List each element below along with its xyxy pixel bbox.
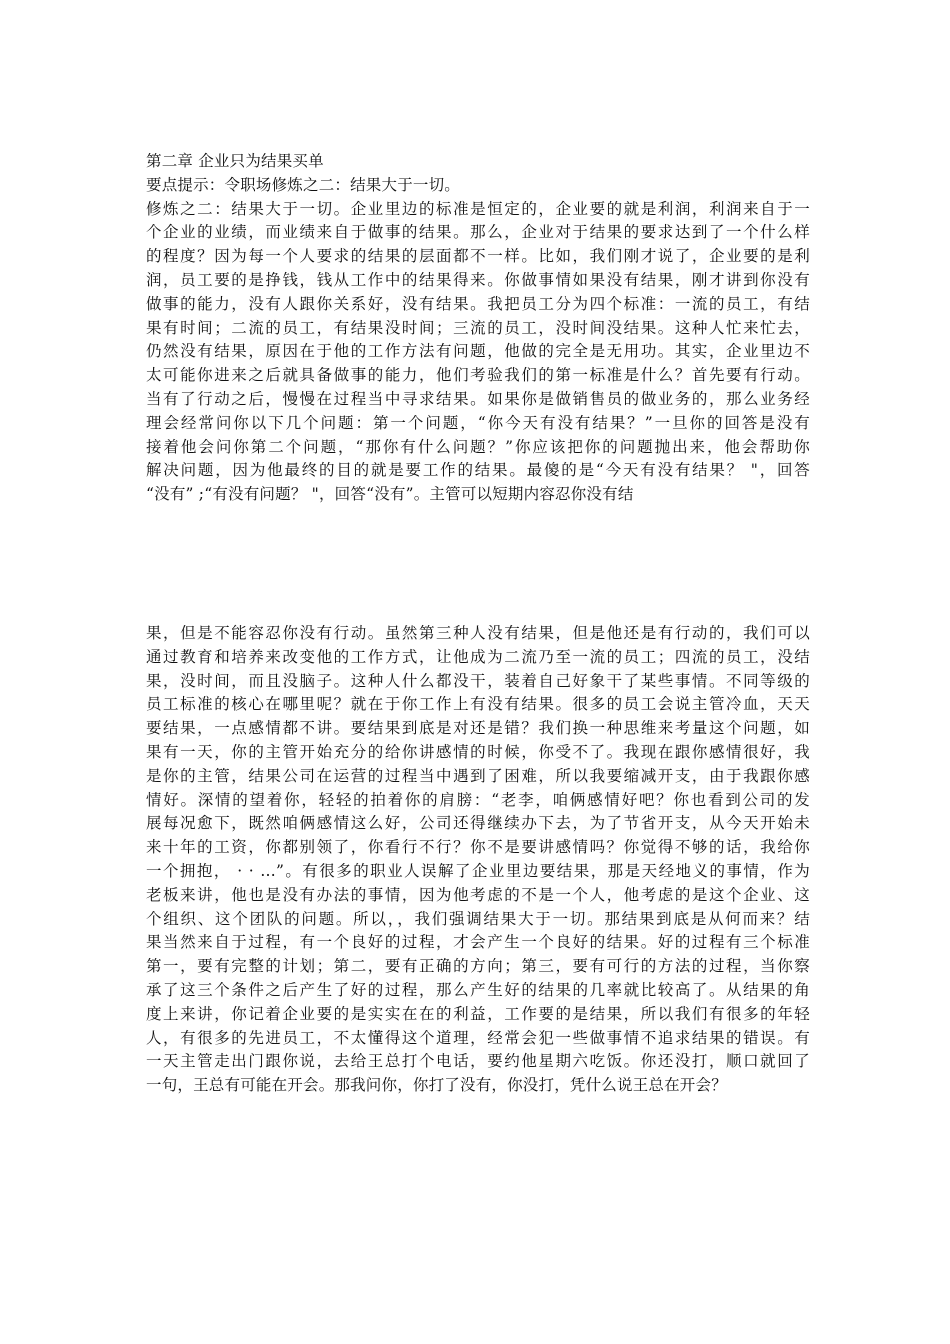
text-line: 度上来讲，你记着企业要的是实实在在的利益，工作要的是结果，所以我们有很多的年轻 <box>146 1004 810 1023</box>
text-line: 展每况愈下，既然咱俩感情这么好，公司还得继续办下去，为了节省开支，从今天开始未 <box>146 814 810 833</box>
text-line: 老板来讲，他也是没有办法的事情，因为他考虑的不是一个人，他考虑的是这个企业、这 <box>146 885 810 904</box>
text-line: 个组织、这个团队的问题。所以，，我们强调结果大于一切。那结果到底是从何而来？结 <box>146 909 810 928</box>
text-line: 员工标准的核心在哪里呢？就在于你工作上有没有结果。很多的员工会说主管冷血，天天 <box>146 695 810 714</box>
chapter-title: 第二章 企业只为结果买单 <box>146 152 324 170</box>
text-line: 承了这三个条件之后产生了好的过程，那么产生好的结果的几率就比较高了。从结果的角 <box>146 980 810 999</box>
text-line: 果当然来自于过程，有一个良好的过程，才会产生一个良好的结果。好的过程有三个标准 <box>146 933 810 952</box>
text-line: 一天主管走出门跟你说，去给王总打个电话，要约他星期六吃饭。你还没打，顺口就回了 <box>146 1052 810 1071</box>
text-block-bottom <box>146 622 810 1098</box>
text-line: 一个拥抱， · · …”。有很多的职业人误解了企业里边要结果，那是天经地义的事情，作为 <box>146 861 810 880</box>
text-line: 当有了行动之后，慢慢在过程当中寻求结果。如果你是做销售员的做业务的，那么业务经 <box>146 389 810 408</box>
text-line: 个企业的业绩，而业绩来自于做事的结果。那么，企业对于结果的要求达到了一个什么样 <box>146 223 810 242</box>
text-line: 做事的能力，没有人跟你关系好，没有结果。我把员工分为四个标准：一流的员工，有结 <box>146 294 810 313</box>
text-line: 太可能你进来之后就具备做事的能力，他们考验我们的第一标准是什么？首先要有行动。 <box>146 366 810 385</box>
text-line: 果有一天，你的主管开始充分的给你讲感情的时候，你受不了。我现在跟你感情很好，我 <box>146 742 810 761</box>
text-line: 是你的主管，结果公司在运营的过程当中遇到了困难，所以我要缩减开支，由于我跟你感 <box>146 766 810 785</box>
text-line: 理会经常问你以下几个问题：第一个问题，“你今天有没有结果？”一旦你的回答是没有 <box>146 413 810 432</box>
text-line: 的程度？因为每一个人要求的结果的层面都不一样。比如，我们刚才说了，企业要的是利 <box>146 247 810 266</box>
text-line: 接着他会问你第二个问题，“那你有什么问题？”你应该把你的问题抛出来，他会帮助你 <box>146 437 810 456</box>
text-line: 解决问题，因为他最终的目的就是要工作的结果。最傻的是“今天有没有结果？ "，回答 <box>146 461 810 480</box>
text-line: 果，但是不能容忍你没有行动。虽然第三种人没有结果，但是他还是有行动的，我们可以 <box>146 624 810 642</box>
text-line: 要结果，一点感情都不讲。要结果到底是对还是错？我们换一种思维来考量这个问题，如 <box>146 719 810 738</box>
text-line: 一句，王总有可能在开会。那我问你，你打了没有，你没打，凭什么说王总在开会？ <box>146 1076 727 1095</box>
text-line: 修炼之二：结果大于一切。企业里边的标准是恒定的，企业要的就是利润，利润来自于一 <box>146 199 810 218</box>
text-block-top <box>146 150 810 507</box>
text-line: 第一，要有完整的计划；第二，要有正确的方向；第三，要有可行的方法的过程，当你察 <box>146 957 810 976</box>
text-line: 果有时间；二流的员工，有结果没时间；三流的员工，没时间没结果。这种人忙来忙去， <box>146 318 810 337</box>
text-line: 通过教育和培养来改变他的工作方式，让他成为二流乃至一流的员工；四流的员工，没结 <box>146 647 810 666</box>
text-line: 润，员工要的是挣钱，钱从工作中的结果得来。你做事情如果没有结果，刚才讲到你没有 <box>146 270 810 289</box>
text-line: 仍然没有结果，原因在于他的工作方法有问题，他做的完全是无用功。其实，企业里边不 <box>146 342 810 361</box>
text-line: 果，没时间，而且没脑子。这种人什么都没干，装着自己好象干了某些事情。不同等级的 <box>146 671 810 690</box>
text-line: 情好。深情的望着你，轻轻的拍着你的肩膀：“老李，咱俩感情好吧？你也看到公司的发 <box>146 790 810 809</box>
text-line: “没有” ;“有没有问题？ "，回答“没有”。主管可以短期内容忍你没有结 <box>146 485 634 504</box>
key-points: 要点提示：令职场修炼之二：结果大于一切。 <box>146 175 461 194</box>
text-line: 人，有很多的先进员工，不太懂得这个道理，经常会犯一些做事情不追求结果的错误。有 <box>146 1028 810 1047</box>
text-line: 来十年的工资，你都别领了，你看行不行？你不是要讲感情吗？你觉得不够的话，我给你 <box>146 838 810 857</box>
